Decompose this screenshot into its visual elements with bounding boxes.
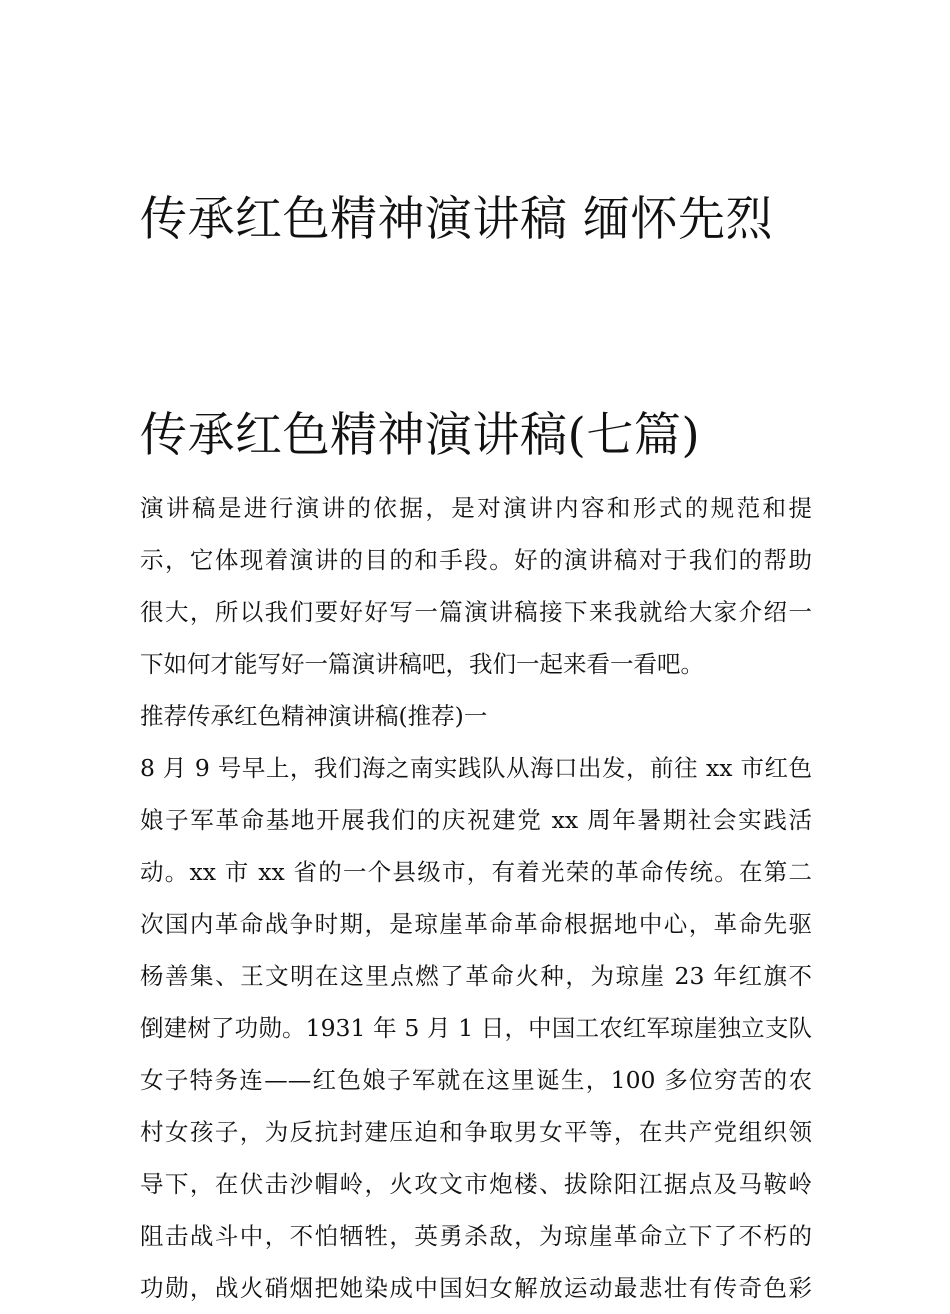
body-line-5: 杨善集、王文明在这里点燃了革命火种，为琼崖 23 年红旗不 [140, 962, 812, 990]
body-line-1: 8 月 9 号早上，我们海之南实践队从海口出发，前往 xx 市红色 [140, 754, 812, 782]
body-line-8: 村女孩子，为反抗封建压迫和争取男女平等，在共产党组织领 [140, 1118, 812, 1146]
body-line-6: 倒建树了功勋。1931 年 5 月 1 日，中国工农红军琼崖独立支队 [140, 1014, 812, 1042]
document-content [140, 112, 812, 1314]
title-line-2: 传承红色精神演讲稿(七篇) [140, 408, 701, 463]
intro-line-4: 下如何才能写好一篇演讲稿吧，我们一起来看一看吧。 [140, 650, 704, 678]
title-line-1: 传承红色精神演讲稿 缅怀先烈 [140, 192, 773, 247]
section-heading: 推荐传承红色精神演讲稿(推荐)一 [140, 702, 488, 730]
document-title [140, 112, 812, 472]
body-line-11: 功勋，战火硝烟把她染成中国妇女解放运动最悲壮有传奇色彩 [140, 1274, 812, 1302]
body-line-4: 次国内革命战争时期，是琼崖革命革命根据地中心，革命先驱 [140, 910, 812, 938]
body-paragraph [140, 742, 812, 1314]
intro-paragraph [140, 482, 812, 690]
body-line-10: 阻击战斗中，不怕牺牲，英勇杀敌，为琼崖革命立下了不朽的 [140, 1222, 812, 1250]
body-line-9: 导下，在伏击沙帽岭，火攻文市炮楼、拔除阳江据点及马鞍岭 [140, 1170, 812, 1198]
intro-line-2: 示，它体现着演讲的目的和手段。好的演讲稿对于我们的帮助 [140, 546, 812, 574]
body-line-2: 娘子军革命基地开展我们的庆祝建党 xx 周年暑期社会实践活 [140, 806, 812, 834]
intro-line-3: 很大，所以我们要好好写一篇演讲稿接下来我就给大家介绍一 [140, 598, 812, 626]
body-line-3: 动。xx 市 xx 省的一个县级市，有着光荣的革命传统。在第二 [140, 858, 812, 886]
body-line-7: 女子特务连——红色娘子军就在这里诞生，100 多位穷苦的农 [140, 1066, 812, 1094]
intro-line-1: 演讲稿是进行演讲的依据，是对演讲内容和形式的规范和提 [140, 494, 812, 522]
